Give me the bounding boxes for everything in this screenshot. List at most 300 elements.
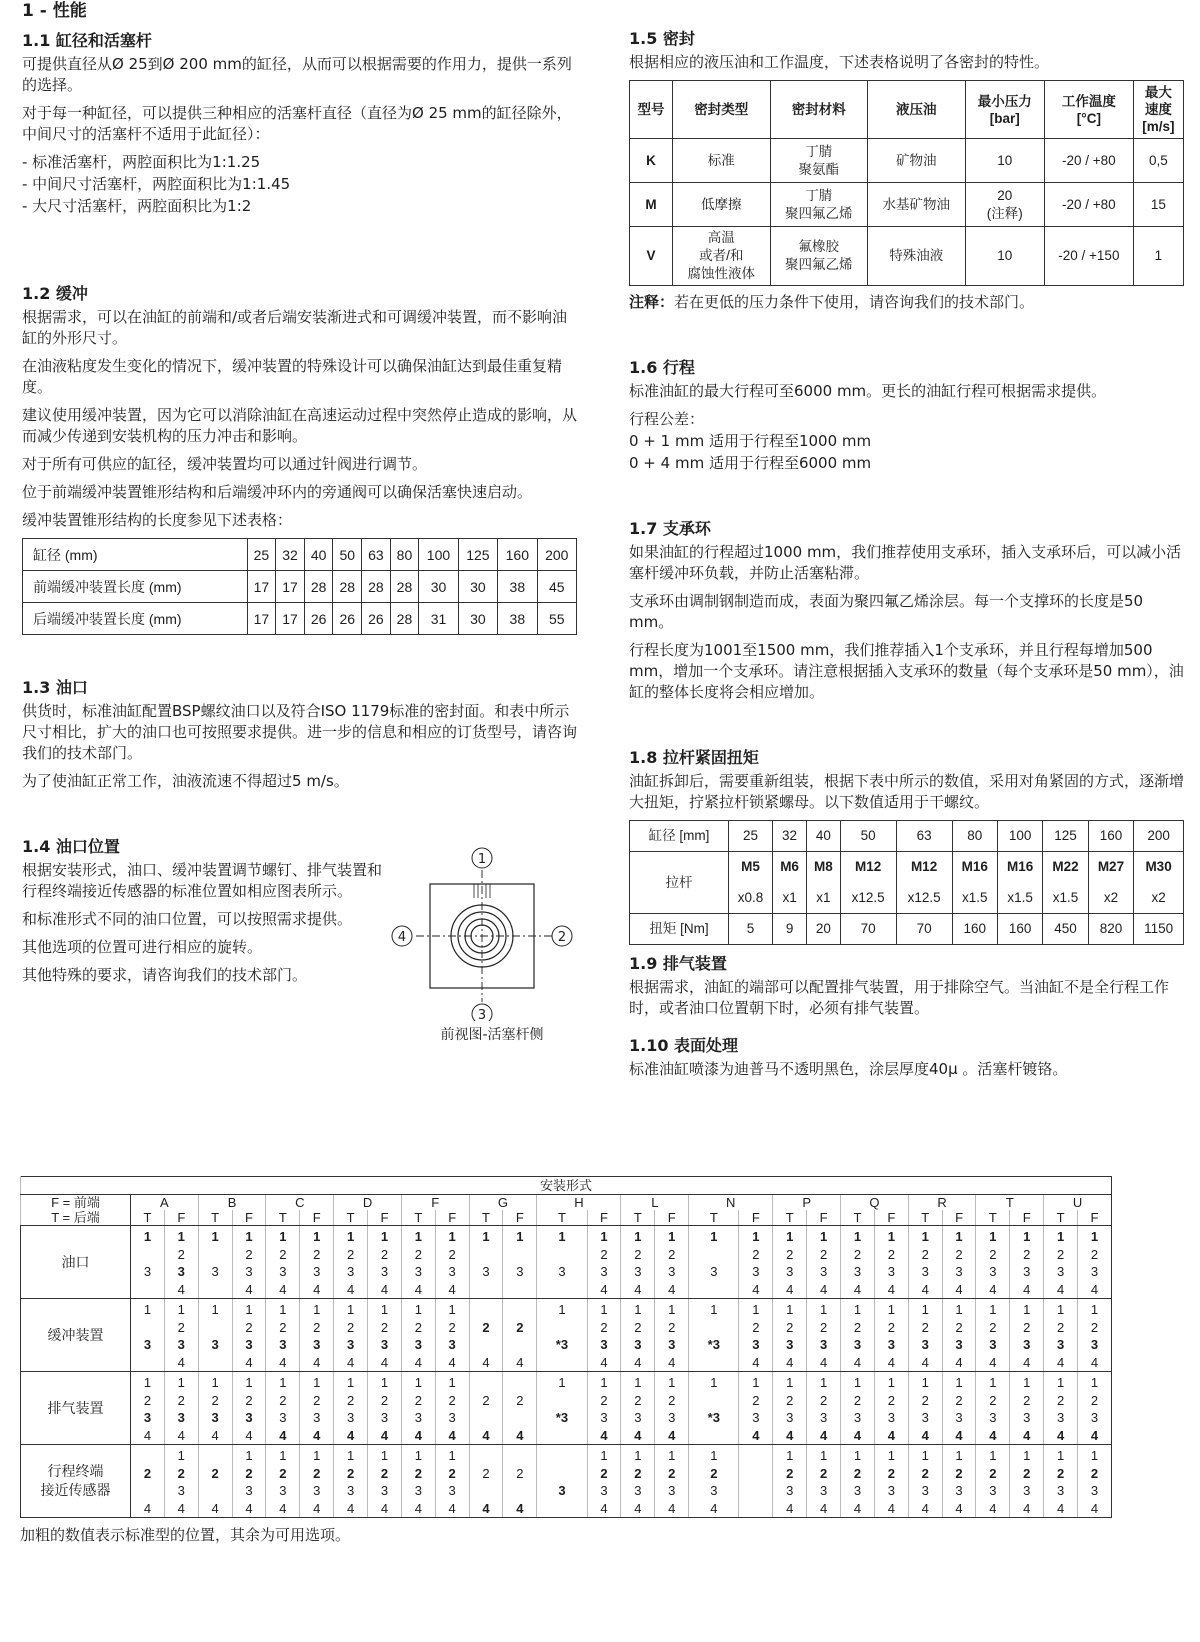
mount-style-header: B	[198, 1195, 266, 1211]
end-header: F	[942, 1210, 976, 1226]
title-row	[21, 1177, 1112, 1195]
section-title: 1.10 表面处理	[629, 1036, 739, 1055]
table-cell: 10	[965, 227, 1044, 286]
table-cell: 63	[896, 821, 952, 852]
position-value: 3	[786, 1483, 794, 1498]
position-value: 1	[786, 1448, 794, 1463]
table-cell: 1150	[1134, 914, 1184, 945]
position-value: 2	[1090, 1392, 1099, 1408]
paragraph: 根据需求，可以在油缸的前端和/或者后端安装渐进式和可调缓冲装置，而不影响油缸的外形尺寸。	[22, 308, 568, 347]
position-value: 4	[819, 1281, 828, 1297]
position-value: 1	[1023, 1302, 1031, 1317]
table-cell	[621, 1226, 655, 1299]
position-value: 2	[634, 1246, 642, 1262]
position-value: 3	[600, 1264, 608, 1279]
position-value: 3	[710, 1483, 718, 1498]
position-value: 3	[887, 1337, 895, 1352]
position-value: 3	[177, 1483, 185, 1498]
end-header: F	[739, 1210, 773, 1226]
position-value: 3	[245, 1483, 253, 1498]
table-cell	[503, 1445, 537, 1518]
section-seals	[629, 28, 1184, 313]
position-value: 2	[414, 1319, 422, 1335]
table-row	[23, 539, 577, 571]
position-value: 1	[1090, 1302, 1099, 1317]
table-cell	[368, 1372, 402, 1445]
position-value: 3	[668, 1410, 676, 1425]
position-value: 1	[887, 1229, 895, 1244]
position-value: 4	[414, 1354, 422, 1370]
position-value	[199, 1354, 232, 1372]
position-value: 2	[414, 1392, 422, 1408]
table-row	[21, 1372, 1112, 1445]
position-value	[689, 1281, 738, 1299]
position-value: 1	[887, 1375, 895, 1390]
position-value: 3	[414, 1264, 422, 1279]
position-value: 2	[482, 1465, 490, 1481]
position-value: *3	[707, 1410, 720, 1425]
table-cell	[198, 1226, 232, 1299]
position-value: 1	[380, 1448, 389, 1463]
position-value: 3	[668, 1337, 676, 1352]
position-value: 3	[1057, 1410, 1065, 1425]
position-value: 3	[279, 1410, 287, 1425]
table-cell: 38	[498, 571, 537, 603]
table-cell: 50	[840, 821, 896, 852]
position-value: 4	[516, 1500, 524, 1516]
table-cell	[739, 1372, 773, 1445]
position-value: 4	[887, 1281, 895, 1297]
position-value: 3	[558, 1264, 566, 1279]
mount-style-header: D	[334, 1195, 402, 1211]
position-value: 4	[313, 1281, 321, 1297]
position-value: 2	[921, 1392, 929, 1408]
position-value	[537, 1319, 586, 1337]
table-cell	[469, 1372, 503, 1445]
table-cell: 160	[498, 539, 537, 571]
position-value: 3	[955, 1337, 963, 1352]
position-value: 1	[989, 1302, 997, 1317]
table-cell: 17	[247, 603, 276, 635]
position-value: 4	[279, 1281, 287, 1297]
table-cell	[1078, 1445, 1112, 1518]
position-value: 2	[448, 1465, 456, 1481]
position-value: 1	[279, 1375, 287, 1390]
position-value: 1	[313, 1375, 321, 1390]
position-value: 1	[245, 1302, 253, 1317]
position-value: 3	[448, 1410, 456, 1425]
table-cell	[164, 1445, 198, 1518]
header-row	[630, 81, 1184, 139]
position-value: 3	[346, 1410, 355, 1425]
position-value: 3	[380, 1264, 389, 1279]
position-value: 2	[819, 1392, 828, 1408]
table-cell	[401, 1226, 435, 1299]
paragraph: 行程公差：	[629, 410, 705, 428]
table-cell	[164, 1299, 198, 1372]
table-cell: 25	[247, 539, 276, 571]
position-value: 2	[921, 1465, 929, 1481]
table-cell: 160	[1088, 821, 1133, 852]
section-title: 1.9 排气装置	[629, 954, 727, 973]
position-value: 1	[1057, 1448, 1065, 1463]
position-value: 3	[1090, 1483, 1099, 1498]
position-value: 4	[1057, 1354, 1065, 1370]
table-cell: 1	[1133, 227, 1183, 286]
mount-style-header: F	[401, 1195, 469, 1211]
table-cell: 160	[997, 914, 1042, 945]
table-cell	[1044, 1445, 1078, 1518]
position-value: 2	[668, 1246, 676, 1262]
position-value: 4	[786, 1500, 794, 1516]
table-cell	[401, 1445, 435, 1518]
position-value: 2	[279, 1392, 287, 1408]
table-cell: 15	[1133, 183, 1183, 227]
position-value: 4	[887, 1427, 895, 1443]
position-value	[470, 1336, 503, 1354]
table-cell	[503, 1226, 537, 1299]
table-cell	[841, 1299, 875, 1372]
paragraph: 缓冲装置锥形结构的长度参见下述表格：	[22, 511, 293, 529]
table-cell	[689, 1372, 739, 1445]
section-title: 1.8 拉杆紧固扭矩	[629, 748, 759, 767]
position-value: 3	[955, 1410, 963, 1425]
position-value: 3	[921, 1483, 929, 1498]
position-value: 3	[1090, 1410, 1099, 1425]
end-header: T	[689, 1210, 739, 1226]
table-cell: x0.8	[728, 883, 772, 914]
mounting-positions-block	[20, 1176, 1112, 1546]
right-column	[629, 28, 1184, 1108]
mount-style-header: A	[131, 1195, 199, 1211]
table-cell: 25	[728, 821, 772, 852]
position-value: 2	[710, 1465, 718, 1481]
position-value: 1	[516, 1229, 524, 1244]
footer-note: 加粗的数值表示标准型的位置，其余为可用选项。	[20, 1526, 351, 1544]
position-value	[537, 1447, 586, 1465]
position-value: 2	[921, 1246, 929, 1262]
position-value: 3	[558, 1483, 566, 1498]
table-cell: 80	[952, 821, 997, 852]
position-value: 1	[668, 1229, 676, 1244]
table-cell	[908, 1299, 942, 1372]
table-row	[630, 852, 1184, 883]
position-value: 1	[346, 1302, 355, 1317]
table-cell	[841, 1445, 875, 1518]
table-cell	[587, 1299, 621, 1372]
position-value	[503, 1281, 536, 1299]
position-value: 2	[1057, 1465, 1065, 1481]
table-cell	[976, 1372, 1010, 1445]
paragraph: 根据需求，油缸的端部可以配置排气装置，用于排除空气。当油缸不是全行程工作时，或者油口位置朝下时，必须有排气装置。	[629, 978, 1170, 1017]
section-bleed	[629, 953, 1184, 1019]
position-value: 4	[482, 1427, 490, 1443]
row-header: 行程终端 接近传感器	[21, 1445, 131, 1518]
position-value	[537, 1354, 586, 1372]
position-value: 4	[600, 1281, 608, 1297]
position-value: 4	[245, 1500, 253, 1516]
table-cell: 丁腈 聚氨酯	[770, 139, 868, 183]
table-cell: 70	[896, 914, 952, 945]
table-cell	[621, 1299, 655, 1372]
table-cell	[773, 1226, 807, 1299]
position-value: 1	[887, 1448, 895, 1463]
position-value: 4	[786, 1281, 794, 1297]
table-cell	[266, 1372, 300, 1445]
position-value: 3	[279, 1337, 287, 1352]
position-value	[199, 1246, 232, 1264]
column-header: 最小压力 [bar]	[965, 81, 1044, 139]
table-cell: 45	[537, 571, 576, 603]
position-value: 1	[143, 1229, 152, 1244]
position-value: 2	[887, 1465, 895, 1481]
table-cell: 125	[1043, 821, 1088, 852]
position-value: 4	[380, 1500, 389, 1516]
table-cell: 100	[997, 821, 1042, 852]
position-value: 2	[887, 1392, 895, 1408]
table-cell: 17	[276, 571, 305, 603]
position-value: 1	[668, 1302, 676, 1317]
mount-style-header: P	[773, 1195, 841, 1211]
position-value: 3	[600, 1483, 608, 1498]
position-value: 4	[634, 1427, 642, 1443]
position-value: 3	[346, 1483, 355, 1498]
position-value: 4	[313, 1427, 321, 1443]
position-value: 1	[380, 1302, 389, 1317]
table-cell	[368, 1226, 402, 1299]
table-row	[630, 821, 1184, 852]
end-header: F	[655, 1210, 689, 1226]
position-value: 3	[1023, 1264, 1031, 1279]
table-cell: 31	[419, 603, 458, 635]
position-value: 4	[955, 1500, 963, 1516]
position-value: 1	[211, 1302, 219, 1317]
position-value: 3	[600, 1337, 608, 1352]
section-title: 1.5 密封	[629, 29, 695, 48]
end-header: F	[874, 1210, 908, 1226]
position-value: 2	[143, 1465, 152, 1481]
table-cell: x2	[1088, 883, 1133, 914]
table-cell	[908, 1372, 942, 1445]
position-value	[689, 1354, 738, 1372]
paragraph: 支承环由调制钢制造而成，表面为聚四氟乙烯涂层。每一个支撑环的长度是50 mm。	[629, 592, 1144, 631]
position-value: 3	[955, 1264, 963, 1279]
table-cell	[1044, 1226, 1078, 1299]
position-value: 4	[786, 1354, 794, 1370]
position-value: 4	[1090, 1427, 1099, 1443]
position-value: 3	[786, 1337, 794, 1352]
position-value: 2	[279, 1246, 287, 1262]
position-value: 3	[448, 1483, 456, 1498]
table-cell	[942, 1226, 976, 1299]
position-value: 3	[279, 1483, 287, 1498]
position-value	[199, 1319, 232, 1337]
position-value: 2	[786, 1392, 794, 1408]
position-value	[739, 1465, 772, 1483]
table-cell: M16	[997, 852, 1042, 883]
position-value: 1	[752, 1302, 760, 1317]
position-value: 4	[380, 1427, 389, 1443]
position-value: 4	[989, 1500, 997, 1516]
table-cell	[739, 1226, 773, 1299]
table-cell: x2	[1134, 883, 1184, 914]
section-bore-rod	[22, 30, 577, 217]
page-title: 1 - 性能	[22, 1, 87, 21]
position-value: 2	[1057, 1246, 1065, 1262]
position-value: 1	[989, 1448, 997, 1463]
position-value: *3	[555, 1410, 569, 1425]
position-value: 2	[211, 1392, 219, 1408]
position-value: 2	[313, 1465, 321, 1481]
position-value: 2	[955, 1246, 963, 1262]
position-value: 3	[516, 1264, 524, 1279]
end-row	[21, 1210, 1112, 1226]
position-value: 3	[1057, 1337, 1065, 1352]
position-value	[537, 1246, 586, 1264]
position-value: 2	[414, 1465, 422, 1481]
section-cushioning	[22, 283, 577, 635]
position-value: 1	[558, 1375, 566, 1390]
table-cell	[1010, 1445, 1044, 1518]
position-value	[503, 1374, 536, 1392]
mount-style-header: Q	[841, 1195, 909, 1211]
position-value: 1	[853, 1448, 862, 1463]
end-header: T	[537, 1210, 587, 1226]
table-cell: x1.5	[997, 883, 1042, 914]
position-value: 1	[752, 1375, 760, 1390]
position-value: 1	[177, 1375, 185, 1390]
table-cell	[1044, 1299, 1078, 1372]
section-ports	[22, 677, 577, 792]
position-value: 2	[279, 1319, 287, 1335]
position-value: 2	[634, 1392, 642, 1408]
section-title: 1.1 缸径和活塞杆	[22, 31, 152, 50]
position-value	[470, 1482, 503, 1500]
position-value: 2	[346, 1246, 355, 1262]
position-value: 4	[346, 1281, 355, 1297]
position-value: 2	[380, 1246, 389, 1262]
position-value: 1	[853, 1375, 862, 1390]
table-cell	[131, 1299, 165, 1372]
position-value: 4	[245, 1427, 253, 1443]
position-value: 1	[245, 1375, 253, 1390]
cushion-length-table	[22, 538, 577, 635]
table-cell: 32	[773, 821, 807, 852]
position-value: 1	[143, 1302, 152, 1317]
position-value: 1	[752, 1229, 760, 1244]
position-value: 4	[448, 1354, 456, 1370]
position-value: 3	[211, 1337, 219, 1352]
legend	[21, 1195, 131, 1226]
position-value	[470, 1246, 503, 1264]
position-value: 4	[346, 1354, 355, 1370]
end-header: F	[164, 1210, 198, 1226]
table-cell	[334, 1445, 368, 1518]
column-header: 密封材料	[770, 81, 868, 139]
position-value: 2	[887, 1319, 895, 1335]
table-cell: x1	[773, 883, 807, 914]
position-value	[470, 1409, 503, 1427]
position-value: 3	[143, 1264, 152, 1279]
row-header: 缸径 (mm)	[23, 539, 248, 571]
paragraph: 根据相应的液压油和工作温度，下述表格说明了各密封的特性。	[629, 53, 1050, 71]
position-value: 2	[1090, 1319, 1099, 1335]
table-cell: -20 / +80	[1044, 139, 1133, 183]
position-value: 1	[1090, 1375, 1099, 1390]
table-cell	[232, 1226, 266, 1299]
position-value: 2	[448, 1392, 456, 1408]
table-cell: M12	[896, 852, 952, 883]
table-cell	[503, 1299, 537, 1372]
position-value: 3	[1090, 1337, 1099, 1352]
mount-style-header: U	[1044, 1195, 1112, 1211]
torque-table	[629, 820, 1184, 945]
position-value: 1	[819, 1448, 828, 1463]
position-value: 2	[516, 1465, 524, 1481]
table-cell: M16	[952, 852, 997, 883]
position-value: 4	[819, 1427, 828, 1443]
position-value: 2	[600, 1465, 608, 1481]
table-cell	[469, 1226, 503, 1299]
table-title: 安装形式	[21, 1177, 1112, 1195]
legend-front: F = 前端	[51, 1195, 100, 1210]
position-value	[131, 1354, 164, 1372]
table-cell	[435, 1226, 469, 1299]
table-cell	[874, 1299, 908, 1372]
paragraph: 其他选项的位置可进行相应的旋转。	[22, 938, 263, 956]
table-cell: 100	[419, 539, 458, 571]
position-value	[470, 1447, 503, 1465]
position-value: 1	[710, 1448, 718, 1463]
position-value: 1	[1023, 1448, 1031, 1463]
table-cell: M27	[1088, 852, 1133, 883]
position-value: 1	[600, 1448, 608, 1463]
position-value: 2	[819, 1465, 828, 1481]
position-value: 1	[346, 1375, 355, 1390]
end-header: T	[1044, 1210, 1078, 1226]
table-cell: 26	[333, 603, 362, 635]
position-value: 4	[752, 1427, 760, 1443]
position-value	[199, 1447, 232, 1465]
position-value: 3	[1057, 1483, 1065, 1498]
position-value: 1	[414, 1302, 422, 1317]
table-cell: 17	[247, 571, 276, 603]
table-cell: 28	[390, 571, 419, 603]
table-cell: -20 / +80	[1044, 183, 1133, 227]
table-cell	[1044, 1372, 1078, 1445]
row-header: 扭矩 [Nm]	[630, 914, 729, 945]
column-header: 最大 速度 [m/s]	[1133, 81, 1183, 139]
position-value: 3	[143, 1337, 152, 1352]
section-title: 1.3 油口	[22, 678, 88, 697]
position-value: 3	[819, 1337, 828, 1352]
position-value: 3	[414, 1337, 422, 1352]
position-value: 2	[177, 1392, 185, 1408]
position-value: 4	[955, 1281, 963, 1297]
position-value: 3	[211, 1264, 219, 1279]
position-value: 1	[1057, 1375, 1065, 1390]
mount-style-header: C	[266, 1195, 334, 1211]
position-value: 2	[346, 1465, 355, 1481]
table-cell: 矿物油	[868, 139, 966, 183]
position-value: 4	[921, 1354, 929, 1370]
position-value: 2	[1057, 1319, 1065, 1335]
position-value: 4	[887, 1354, 895, 1370]
position-value: 1	[346, 1448, 355, 1463]
position-value: 3	[482, 1264, 490, 1279]
position-value: 2	[516, 1392, 524, 1408]
position-value: 3	[1023, 1483, 1031, 1498]
